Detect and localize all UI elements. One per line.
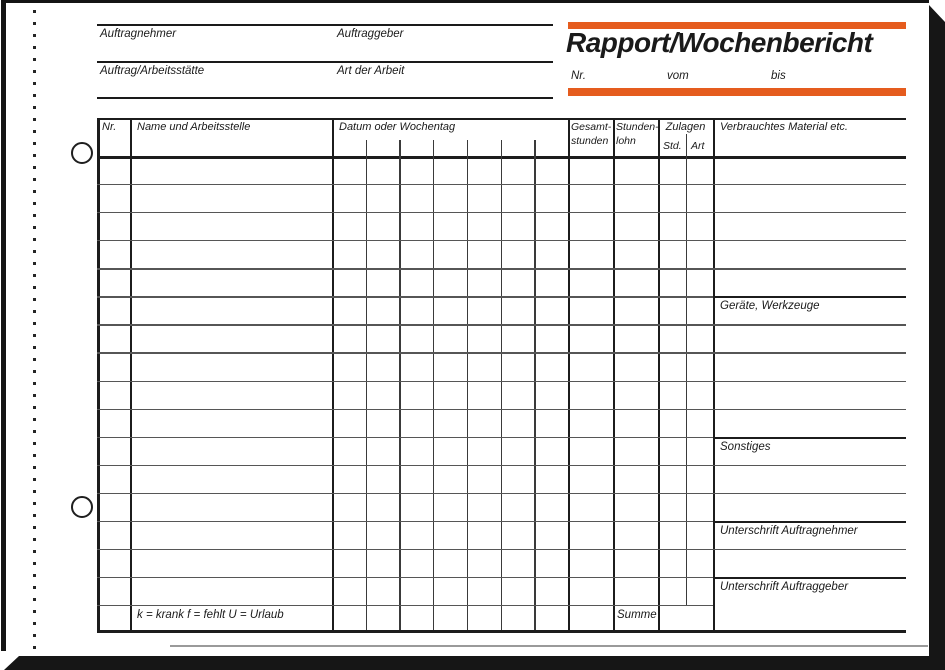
section-divider — [713, 296, 906, 298]
table-top-border — [97, 118, 906, 120]
zulagen-art-label: Art — [691, 140, 705, 152]
pad-backing-bottom — [4, 652, 945, 670]
row-line — [97, 409, 713, 410]
geraete-werkzeuge-label: Geräte, Werkzeuge — [720, 300, 820, 312]
col-datum-label: Datum oder Wochentag — [339, 121, 456, 133]
row-line — [97, 324, 713, 325]
row-line — [97, 352, 713, 353]
bis-label: bis — [771, 70, 786, 82]
field-line-1 — [97, 24, 553, 26]
section-divider — [713, 437, 906, 439]
date-subcolumn-divider — [399, 140, 400, 630]
material-row-line — [713, 409, 906, 410]
field-line-3 — [97, 97, 553, 99]
row-line — [97, 212, 713, 213]
sonstiges-label: Sonstiges — [720, 441, 771, 453]
zulagen-subcolumn-divider — [686, 134, 687, 605]
col-gesamtstunden-label: Gesamt- stunden — [571, 121, 612, 147]
date-subcolumn-divider — [433, 140, 434, 630]
material-row-line — [713, 465, 906, 466]
row-line — [97, 605, 713, 606]
row-line — [97, 184, 713, 185]
table-left-border — [97, 118, 100, 630]
row-line — [97, 465, 713, 466]
unterschrift-auftragnehmer-label: Unterschrift Auftragnehmer — [720, 525, 858, 537]
row-line — [97, 296, 713, 297]
row-line — [97, 240, 713, 241]
zulagen-std-label: Std. — [663, 140, 682, 152]
material-row-line — [713, 352, 906, 353]
col-zulagen-label: Zulagen — [665, 121, 706, 133]
section-divider — [713, 577, 906, 579]
material-row-line — [713, 268, 906, 269]
material-row-line — [713, 493, 906, 494]
col-name-label: Name und Arbeitsstelle — [137, 121, 251, 133]
date-subcolumn-divider — [501, 140, 502, 630]
date-subcolumn-divider — [534, 140, 535, 630]
field-line-2 — [97, 61, 553, 63]
section-divider — [713, 521, 906, 523]
col-nr-label: Nr. — [102, 121, 117, 133]
row-line — [97, 549, 713, 550]
row-line — [97, 577, 713, 578]
nr-label: Nr. — [571, 70, 586, 82]
punch-hole-top — [71, 142, 93, 164]
material-row-line — [713, 381, 906, 382]
row-line — [97, 493, 713, 494]
material-row-line — [713, 549, 906, 550]
col-material-label: Verbrauchtes Material etc. — [720, 121, 848, 133]
row-line — [97, 381, 713, 382]
date-subcolumn-divider — [366, 140, 367, 630]
material-row-line — [713, 240, 906, 241]
perforation-dots — [33, 10, 36, 650]
column-divider — [568, 118, 570, 630]
column-divider — [658, 118, 660, 630]
accent-bar-bottom — [568, 88, 906, 96]
column-divider — [713, 118, 715, 630]
auftrag-arbeitsstaette-label: Auftrag/Arbeitsstätte — [100, 65, 205, 77]
punch-hole-bottom — [71, 496, 93, 518]
art-der-arbeit-label: Art der Arbeit — [337, 65, 405, 77]
row-line — [97, 521, 713, 522]
material-row-line — [713, 212, 906, 213]
pad-backing-right — [929, 0, 945, 670]
column-divider — [130, 118, 132, 630]
date-subcolumn-divider — [467, 140, 468, 630]
material-row-line — [713, 324, 906, 325]
unterschrift-auftraggeber-label: Unterschrift Auftraggeber — [720, 581, 849, 593]
form-title: Rapport/Wochenbericht — [566, 27, 873, 58]
sheet-bottom-edge — [170, 645, 928, 647]
auftraggeber-label: Auftraggeber — [337, 28, 404, 40]
column-divider — [332, 118, 334, 630]
col-stundenlohn-label: Stunden- lohn — [616, 121, 659, 147]
summe-label: Summe — [617, 609, 657, 621]
row-line — [97, 268, 713, 269]
material-row-line — [713, 184, 906, 185]
legend-label: k = krank f = fehlt U = Urlaub — [137, 609, 284, 621]
auftragnehmer-label: Auftragnehmer — [100, 28, 177, 40]
row-line — [97, 437, 713, 438]
vom-label: vom — [667, 70, 689, 82]
column-divider — [613, 118, 615, 630]
table-bottom-border — [97, 630, 906, 633]
